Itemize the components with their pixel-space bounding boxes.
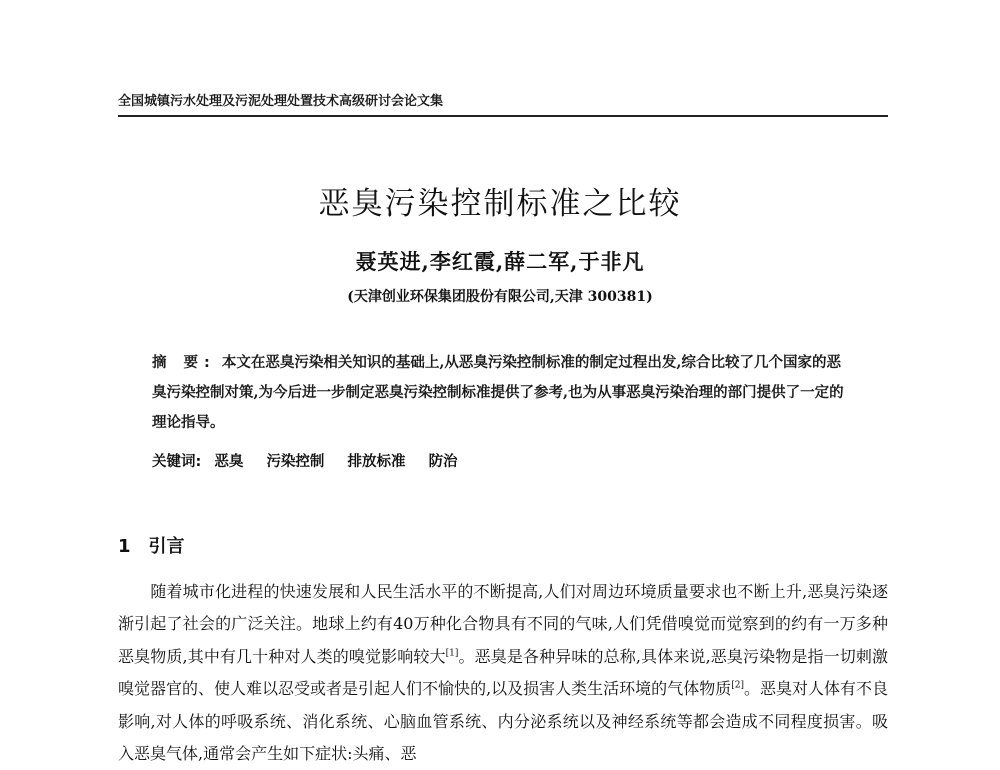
- section-heading: [118, 532, 185, 558]
- abstract: [152, 348, 852, 438]
- authors: 聂英进,李红霞,薛二军,于非凡: [355, 249, 645, 274]
- body-paragraph: [118, 576, 888, 770]
- abstract-label: 摘 要:: [152, 355, 216, 371]
- keyword-item: 排放标准: [347, 453, 406, 470]
- section-title: 引言: [148, 536, 185, 557]
- section-number: 1: [118, 536, 131, 557]
- paper-title: 恶臭污染控制标准之比较: [318, 186, 682, 222]
- body-text-part-3: 。恶臭对人体有不良影响,对人体的呼吸系统、消化系统、心脑血管系统、内分泌系统以及神经系统等都会造成不同程度损害。吸入恶臭气体,通常会产生如下症状:头痛、恶: [118, 679, 888, 764]
- keyword-item: 污染控制: [266, 453, 325, 470]
- affiliation: (天津创业环保集团股份有限公司,天津 300381): [347, 289, 653, 305]
- abstract-text: 本文在恶臭污染相关知识的基础上,从恶臭污染控制标准的制定过程出发,综合比较了几个国家的恶臭污染控制对策,为今后进一步制定恶臭污染控制标准提供了参考,也为从事恶臭污染治理的部门提供了一定的理论指导。: [152, 354, 844, 431]
- keyword-item: 防治: [428, 453, 458, 470]
- keywords-label: 关键词:: [152, 454, 202, 470]
- citation-2[interactable]: [2]: [731, 680, 744, 691]
- keywords: [152, 450, 852, 471]
- keyword-item: 恶臭: [214, 453, 244, 470]
- running-header: 全国城镇污水处理及污泥处理处置技术高级研讨会论文集: [118, 90, 888, 117]
- body-text-part-1: 随着城市化进程的快速发展和人民生活水平的不断提高,人们对周边环境质量要求也不断上升,恶臭污染逐渐引起了社会的广泛关注。地球上约有40万种化合物具有不同的气味,人们凭借嗅觉而觉察到的约有一万多种恶臭物质,其中有几十种对人类的嗅觉影响较大: [118, 582, 888, 666]
- body-text-part-2: 。恶臭是各种异味的总称,具体来说,恶臭污染物是指一切刺激嗅觉器官的、使人难以忍受或者是引起人们不愉快的,以及损害人类生活环境的气体物质: [118, 646, 888, 699]
- citation-1[interactable]: [1]: [445, 648, 459, 659]
